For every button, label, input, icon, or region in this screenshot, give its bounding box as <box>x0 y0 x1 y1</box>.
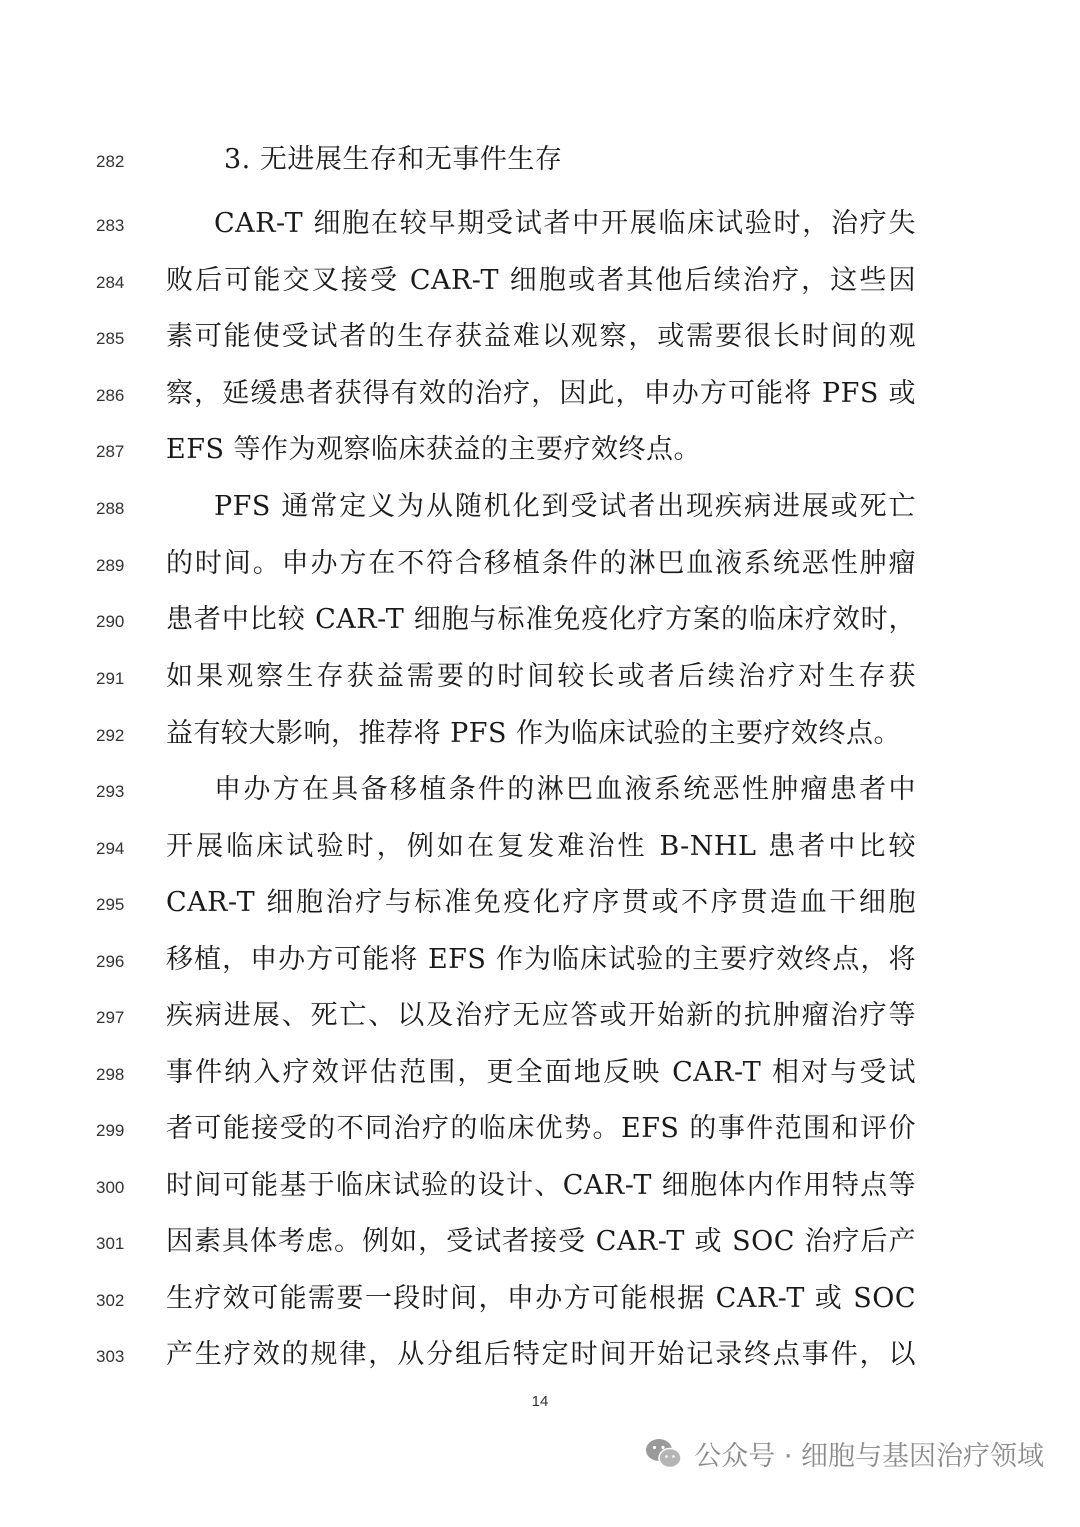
text-line <box>0 996 1080 1036</box>
text-line <box>0 1109 1080 1149</box>
text-line <box>0 714 1080 754</box>
text-line <box>0 1335 1080 1375</box>
line-text: 移植，申办方可能将 EFS 作为临床试验的主要疗效终点，将 <box>166 944 916 975</box>
line-number: 282 <box>96 152 125 171</box>
line-number: 283 <box>96 216 125 235</box>
line-text: 申办方在具备移植条件的淋巴血液系统恶性肿瘤患者中 <box>214 774 916 805</box>
line-text: 患者中比较 CAR-T 细胞与标准免疫化疗方案的临床疗效时， <box>166 604 916 635</box>
text-line <box>0 657 1080 697</box>
page-number: 14 <box>531 1393 549 1410</box>
text-line <box>0 140 1080 180</box>
line-text: 益有较大影响，推荐将 PFS 作为临床试验的主要疗效终点。 <box>166 718 902 749</box>
text-line <box>0 487 1080 527</box>
text-line <box>0 544 1080 584</box>
line-number: 295 <box>96 895 125 914</box>
line-number: 285 <box>96 329 125 348</box>
line-number: 287 <box>96 442 125 461</box>
line-text: 时间可能基于临床试验的设计、CAR-T 细胞体内作用特点等 <box>166 1170 916 1201</box>
line-text: 产生疗效的规律，从分组后特定时间开始记录终点事件，以 <box>166 1339 916 1370</box>
line-text: PFS 通常定义为从随机化到受试者出现疾病进展或死亡 <box>214 491 916 522</box>
text-line <box>0 1222 1080 1262</box>
text-line <box>0 204 1080 244</box>
line-text: 事件纳入疗效评估范围，更全面地反映 CAR-T 相对与受试 <box>166 1057 916 1088</box>
section-heading: 3. 无进展生存和无事件生存 <box>224 144 563 175</box>
line-text: 素可能使受试者的生存获益难以观察，或需要很长时间的观 <box>166 321 916 352</box>
line-text: CAR-T 细胞在较早期受试者中开展临床试验时，治疗失 <box>214 208 916 239</box>
text-line <box>0 317 1080 357</box>
line-number: 291 <box>96 669 125 688</box>
line-number: 293 <box>96 782 125 801</box>
line-number: 302 <box>96 1291 125 1310</box>
text-line <box>0 1279 1080 1319</box>
line-text: 如果观察生存获益需要的时间较长或者后续治疗对生存获 <box>166 661 916 692</box>
watermark-text: 公众号 · 细胞与基因治疗领域 <box>694 1441 1044 1472</box>
line-number: 297 <box>96 1008 125 1027</box>
line-number: 286 <box>96 386 125 405</box>
line-text: 因素具体考虑。例如，受试者接受 CAR-T 或 SOC 治疗后产 <box>166 1226 916 1257</box>
text-line <box>0 827 1080 867</box>
line-text: 察，延缓患者获得有效的治疗，因此，申办方可能将 PFS 或 <box>166 378 916 409</box>
line-text: EFS 等作为观察临床获益的主要疗效终点。 <box>166 434 702 465</box>
line-number: 299 <box>96 1121 125 1140</box>
line-text: 疾病进展、死亡、以及治疗无应答或开始新的抗肿瘤治疗等 <box>166 1000 916 1031</box>
text-line <box>0 430 1080 470</box>
line-text: 败后可能交叉接受 CAR-T 细胞或者其他后续治疗，这些因 <box>166 265 916 296</box>
line-text: 的时间。申办方在不符合移植条件的淋巴血液系统恶性肿瘤 <box>166 548 916 579</box>
line-text: CAR-T 细胞治疗与标准免疫化疗序贯或不序贯造血干细胞 <box>166 887 916 918</box>
line-text: 者可能接受的不同治疗的临床优势。EFS 的事件范围和评价 <box>166 1113 916 1144</box>
line-number: 284 <box>96 273 125 292</box>
watermark <box>644 1434 1044 1473</box>
line-number: 298 <box>96 1065 125 1084</box>
line-number: 290 <box>96 612 125 631</box>
wechat-icon <box>644 1437 684 1471</box>
text-line <box>0 770 1080 810</box>
line-number: 292 <box>96 726 125 745</box>
line-text: 开展临床试验时，例如在复发难治性 B-NHL 患者中比较 <box>166 831 916 862</box>
line-text: 生疗效可能需要一段时间，申办方可能根据 CAR-T 或 SOC <box>166 1283 916 1314</box>
text-line <box>0 261 1080 301</box>
text-line <box>0 940 1080 980</box>
text-line <box>0 1166 1080 1206</box>
line-number: 289 <box>96 556 125 575</box>
text-line <box>0 883 1080 923</box>
line-number: 300 <box>96 1178 125 1197</box>
text-line <box>0 600 1080 640</box>
line-number: 301 <box>96 1234 125 1253</box>
text-line <box>0 1053 1080 1093</box>
line-number: 288 <box>96 499 125 518</box>
line-number: 303 <box>96 1347 125 1366</box>
line-number: 294 <box>96 839 125 858</box>
text-line <box>0 374 1080 414</box>
line-number: 296 <box>96 952 125 971</box>
